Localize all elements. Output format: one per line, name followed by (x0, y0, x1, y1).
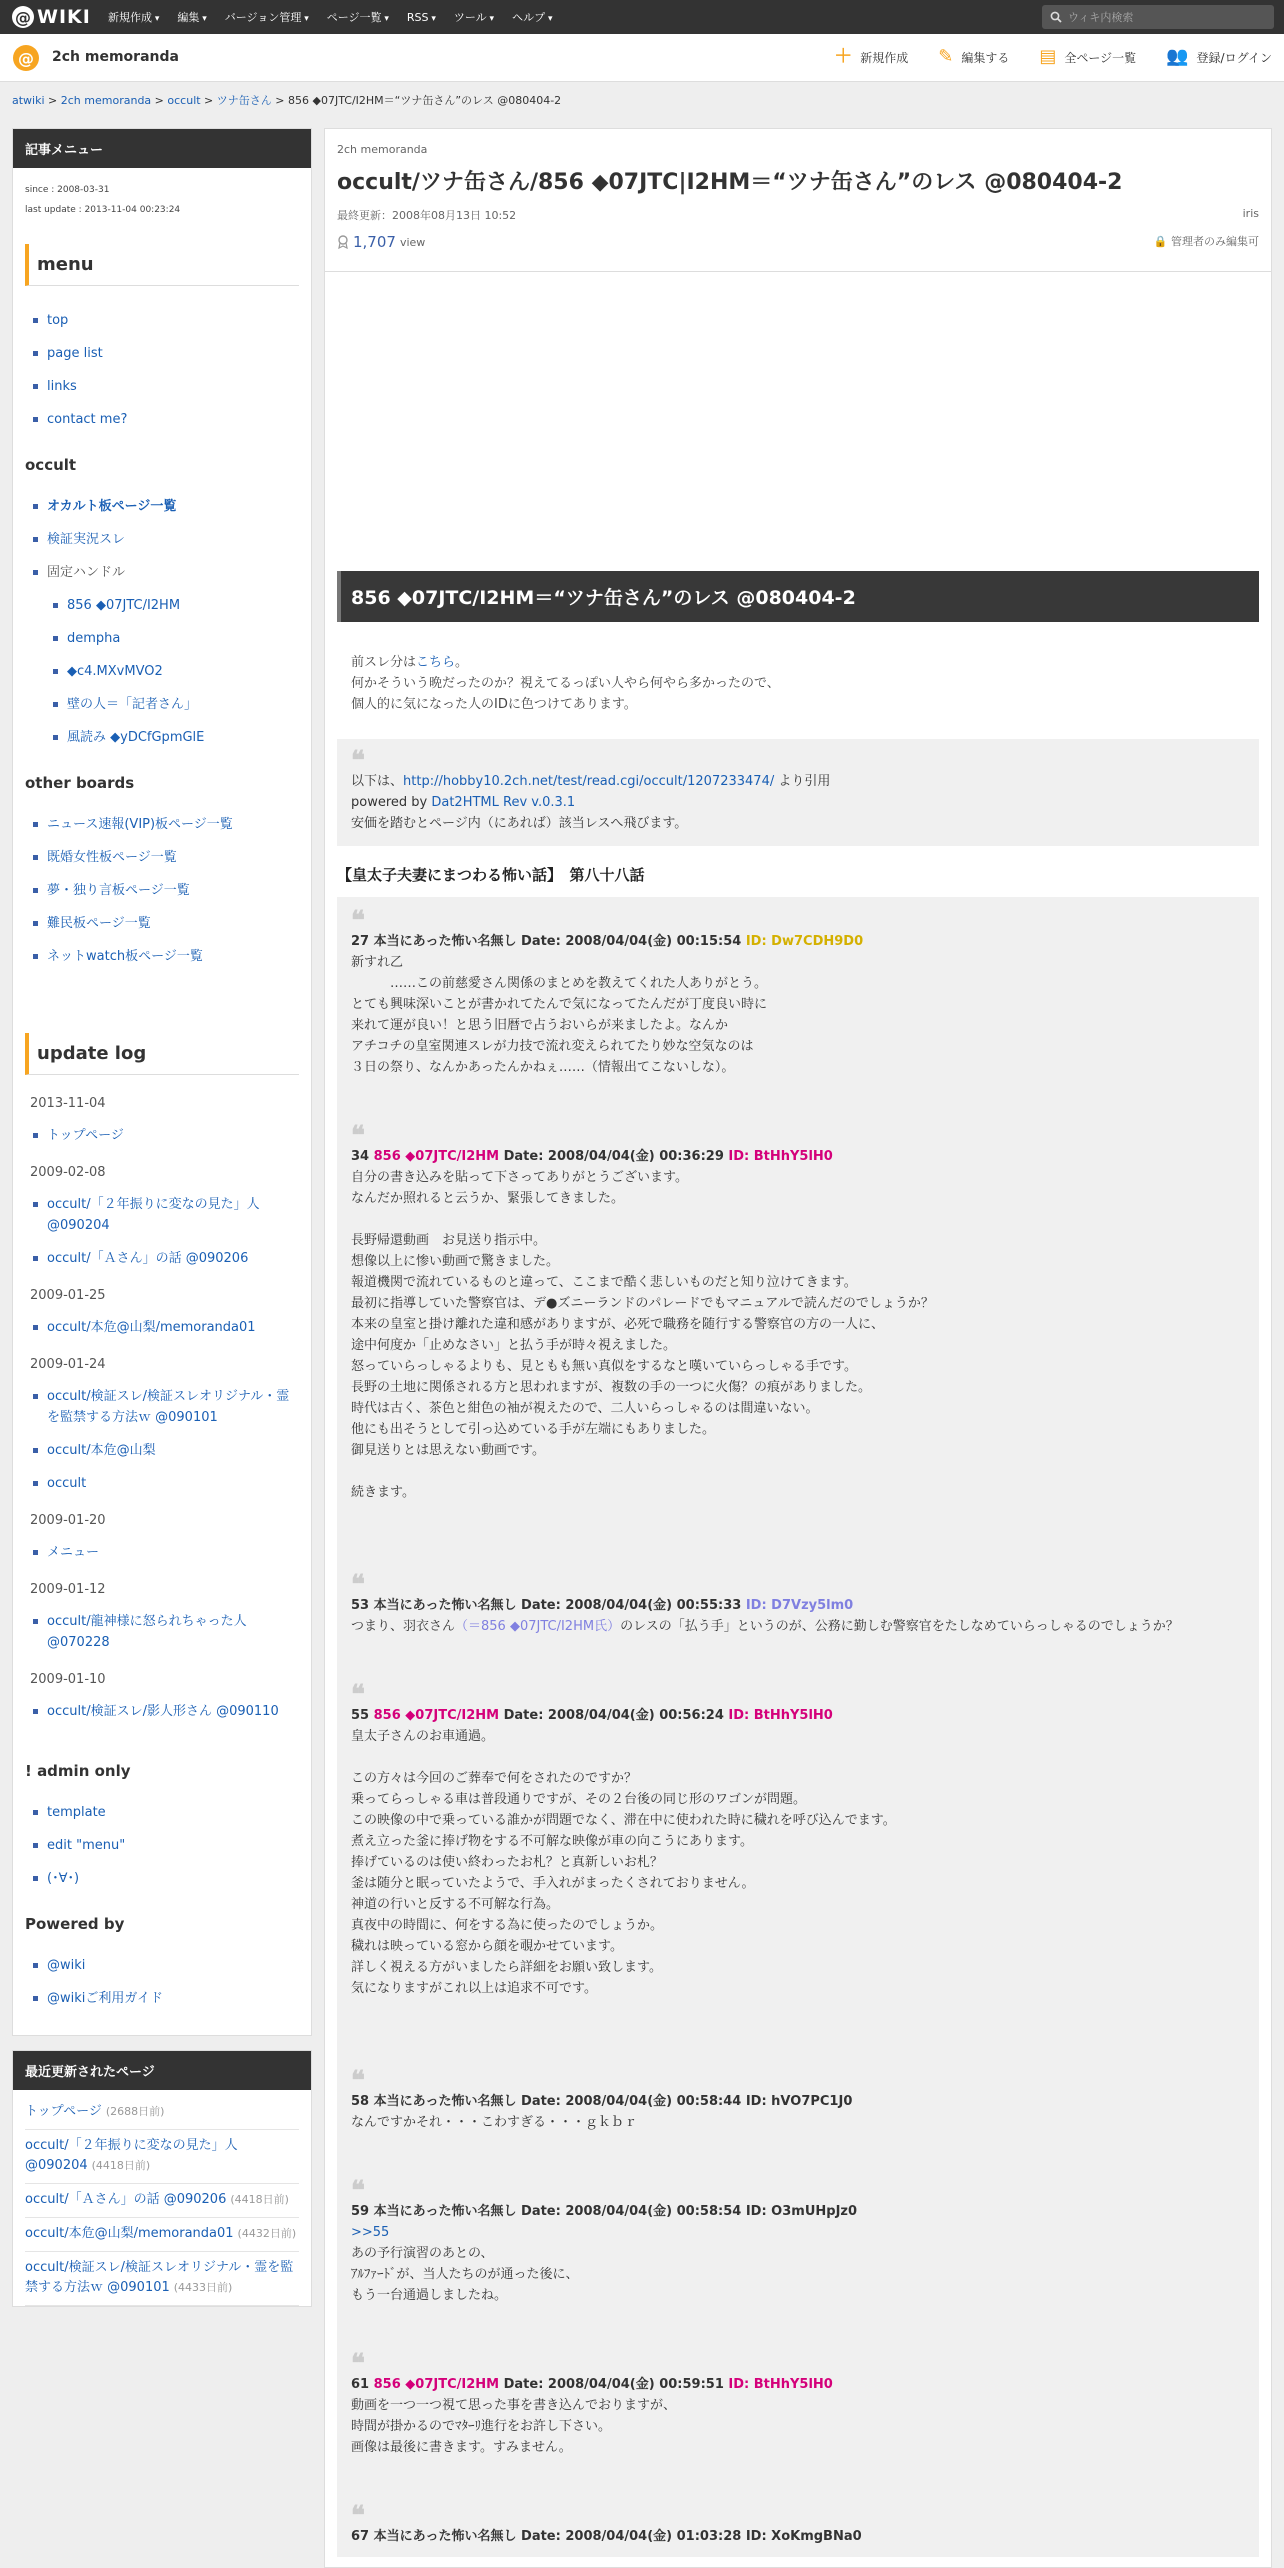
recent-updates-box (12, 2050, 312, 2307)
update-date: 2009-01-10 (30, 1672, 106, 1687)
main-content (324, 128, 1272, 2568)
list-item (31, 337, 311, 370)
menu-version[interactable]: バージョン管理 ▾ (225, 9, 309, 25)
res-id: ID: BtHhY5lH0 (728, 2377, 833, 2392)
list-item (31, 1125, 299, 1146)
handle-link[interactable]: dempha (67, 631, 121, 646)
response-59 (351, 2176, 1245, 2306)
recent-item (25, 2130, 299, 2184)
ribbon-icon (337, 235, 349, 249)
view-number: 1,707 (353, 233, 396, 251)
admin-heading: ! admin only (25, 1762, 131, 1780)
update-link[interactable]: occult/「２年振りに変なの見た」人 @090204 (47, 1197, 260, 1233)
recent-updates-title: 最近更新されたページ (13, 2051, 311, 2090)
res-name: 本当にあった怖い名無し (373, 934, 517, 949)
handle-link[interactable]: 856 ◆07JTC/I2HM (67, 598, 181, 613)
anchor-link[interactable]: >>55 (351, 2225, 390, 2240)
admin-link-face[interactable]: (･∀･) (47, 1871, 80, 1886)
list-item (31, 490, 311, 523)
list-item (31, 1829, 311, 1862)
source-line (351, 771, 1245, 792)
res-id: ID: BtHhY5lH0 (728, 1708, 833, 1723)
update-date: 2013-11-04 (30, 1096, 106, 1111)
res-number: 67 (351, 2529, 370, 2544)
recent-item (25, 2218, 299, 2252)
page-heading: 856 ◆07JTC/I2HM＝“ツナ缶さん”のレス @080404-2 (337, 571, 1259, 622)
recent-item (25, 2184, 299, 2218)
breadcrumb-occult[interactable]: occult (167, 94, 201, 107)
update-log-heading: update log (25, 1033, 299, 1075)
res-body: 皇太子さんのお車通過。 この方々は今回のご葬奉で何をされたのですか？ 乗ってらっしゃる車は普段通りですが、その２台後の同じ形のワゴンが問題。 この映像の中で乗っている誰かが問題でなく、滞在中に使われた時に穢れを呼び込んでます。 煮え立った釜に捧げ物をする不可解な映像が車の向こうにあります。 捧げているのは使い終わったお札？と真新しいお札？ 釜は随分と眠っていたようで、手入れがまったくされておりません。 神道の行いと反する不可解な行為。 真夜中の時間に、何をする為に使ったのでしょうか。 穢れは映っている窓から顔を覗かせています。 詳しく視える方がいましたら詳細をお願い致します。 気になりますがこれ以上は追求不可です。 (351, 1729, 896, 1996)
article-menu-box (12, 128, 312, 2036)
recent-ago: (4433日前) (173, 2281, 233, 2294)
view-unit: view (399, 235, 426, 249)
admin-link-template[interactable]: template (47, 1805, 106, 1820)
intro-after: 。 (455, 655, 469, 670)
intro-line-2: 何かそういう晩だったのか？視えてるっぽい人やら何やら多かったので、 (351, 676, 780, 691)
source-after: より引用 (774, 774, 831, 789)
menu-edit[interactable]: 編集 ▾ (177, 9, 206, 25)
res-name: 本当にあった怖い名無し (373, 2204, 517, 2219)
update-list (31, 1386, 299, 1494)
thread-title: 【皇太子夫妻にまつわる怖い話】 第八十八話 (337, 866, 645, 884)
site-name[interactable]: 2ch memoranda (52, 49, 179, 65)
list-item (51, 655, 311, 688)
breadcrumb-atwiki[interactable]: atwiki (12, 94, 45, 107)
quote-icon: ❝ (351, 746, 365, 776)
list-item (51, 688, 311, 721)
res-body: 自分の書き込みを貼って下さってありがとうございます。 なんだか照れると云うか、緊張してきました。 長野帰還動画 お見送り指示中。 想像以上に惨い動画で驚きました。 報道機関で流れているものと違って、ここまで酷く悲しいものだと知り泣けてきます。 最初に指導していた警察官は、デ●ズニーランドのパレードでもマニュアルで読んだのでしょうか？ 本来の皇室と掛け離れた違和感がありますが、必死で職務を随行する警察官の方の一人に、 途中何度か「止めなさい」と払う手が時々視えました。 怒っていらっしゃるよりも、見ともも無い真似をするなと嘆いていらっしゃる手です。 長野の土地に関係される方と思われますが、複数の手の一つに火傷？の痕がありました。 時代は古く、茶色と紺色の袖が視えたので、二人いらっしゃるのは間違いない。 他にも出そうとして引っ込めている手が左端にもありました。 御見送りとは思えない動画です。 続きます。 (351, 1170, 934, 1500)
intro-line-1 (351, 652, 1245, 673)
intro-before: 前スレ分は (351, 655, 417, 670)
update-date: 2009-01-20 (30, 1513, 106, 1528)
other-boards-list (31, 808, 311, 973)
list-item (31, 1862, 311, 1895)
res-number: 58 (351, 2094, 370, 2109)
powered-line (351, 792, 1245, 813)
response-header (351, 2374, 1245, 2395)
update-date: 2009-01-24 (30, 1357, 106, 1372)
admin-link-edit-menu[interactable]: edit "menu" (47, 1838, 126, 1853)
page-list-label: 全ページ一覧 (1064, 50, 1137, 65)
res-id: ID: D7Vzy5lm0 (745, 1598, 854, 1613)
update-list (31, 1542, 299, 1563)
quote-icon: ❝ (351, 1121, 365, 1151)
res-name: 856 ◆07JTC/I2HM (373, 1149, 500, 1164)
list-item (31, 1611, 299, 1653)
menu-link-page-list[interactable]: page list (47, 346, 103, 361)
res-number: 61 (351, 2377, 370, 2392)
powered-list (31, 1949, 311, 2015)
author[interactable]: iris (1242, 207, 1259, 220)
previous-thread-link[interactable]: こちら (416, 655, 456, 670)
board-link[interactable]: 夢・独り言板ページ一覧 (47, 883, 190, 898)
response-header (351, 1705, 1245, 1726)
edit-lock-label: 管理者のみ編集可 (1171, 235, 1259, 248)
page-list-button[interactable] (1039, 48, 1136, 66)
last-update-date: last update : 2013-11-04 00:23:24 (25, 205, 181, 215)
at-logo-icon: @ (12, 6, 34, 28)
quote-icon: ❝ (351, 2176, 365, 2206)
response-header (351, 2091, 1245, 2112)
res-body: 動画を一つ一つ視て思った事を書き込んでおりますが、 時間が掛かるのでﾏﾀｰﾘ進行をお許し下さい。 画像は最後に書きます。すみません。 (351, 2398, 677, 2455)
site-dates (13, 168, 311, 230)
update-link[interactable]: occult/龍神様に怒られちゃった人 @070228 (47, 1614, 247, 1650)
res-date: Date: 2008/04/04(金) 00:56:24 (503, 1708, 724, 1723)
menu-new[interactable]: 新規作成 ▾ (108, 9, 159, 25)
response-34 (351, 1121, 1245, 1503)
res-date: Date: 2008/04/04(金) 00:59:51 (503, 2377, 724, 2392)
recent-item (25, 2096, 299, 2130)
list-item (31, 370, 311, 403)
wiki-search (1042, 5, 1274, 29)
res-number: 53 (351, 1598, 370, 1613)
other-boards-heading: other boards (25, 774, 135, 792)
menu-tools[interactable]: ツール ▾ (454, 9, 494, 25)
res-id: ID: XoKmgBNa0 (745, 2529, 862, 2544)
list-item (31, 1248, 299, 1269)
plus-icon: ＋ (834, 46, 853, 67)
page-list-icon: ▤ (1039, 46, 1057, 67)
menu-heading: menu (25, 244, 299, 286)
top-bar (0, 0, 1284, 34)
breadcrumb-current: 856 ◆07JTC/I2HM＝“ツナ缶さん”のレス @080404-2 (288, 94, 562, 107)
top-menu (108, 0, 552, 34)
menu-link-top[interactable]: top (47, 313, 69, 328)
response-55 (351, 1680, 1245, 1999)
breadcrumb: atwiki > 2ch memoranda > occult > ツナ缶さん > 856 ◆07JTC/I2HM＝“ツナ缶さん”のレス @080404-2 (12, 94, 562, 107)
res-number: 59 (351, 2204, 370, 2219)
handle-link[interactable]: ◆c4.MXvMVO2 (67, 664, 163, 679)
source-before: 以下は、 (351, 774, 404, 789)
atwiki-guide-link[interactable]: @wikiご利用ガイド (47, 1991, 163, 2006)
recent-list (13, 2090, 311, 2306)
handle-link[interactable]: 壁の人＝「記者さん」 (67, 697, 198, 712)
atwiki-link[interactable]: @wiki (47, 1958, 86, 1973)
response-header (351, 1595, 1245, 1616)
menu-link-contact[interactable]: contact me? (47, 412, 128, 427)
res-body-before: つまり、羽衣さん (351, 1619, 456, 1634)
update-date: 2009-02-08 (30, 1165, 106, 1180)
occult-list (31, 490, 311, 754)
new-page-button[interactable] (834, 48, 908, 66)
quote-icon: ❝ (351, 906, 365, 936)
page-title: occult/ツナ缶さん/856 ◆07JTC|I2HM＝“ツナ缶さん”のレス @080404-2 (337, 170, 1123, 195)
list-item (51, 721, 311, 754)
breadcrumb-tunacan[interactable]: ツナ缶さん (216, 94, 272, 107)
logo-text: WIKI (37, 6, 91, 28)
divider (325, 271, 1271, 272)
update-link[interactable]: occult/検証スレ/影人形さん @090110 (47, 1704, 279, 1719)
res-ref-link[interactable]: （＝856 ◆07JTC/I2HM氏） (455, 1619, 621, 1634)
users-icon: 👥 (1166, 46, 1189, 67)
atwiki-logo[interactable] (12, 6, 91, 28)
update-link[interactable]: occult/検証スレ/検証スレオリジナル・霊を監禁する方法ｗ @090101 (47, 1389, 290, 1425)
breadcrumb-site[interactable]: 2ch memoranda (60, 94, 152, 107)
recent-ago: (4432日前) (237, 2227, 297, 2240)
sidebar (12, 128, 312, 2321)
res-name: 本当にあった怖い名無し (373, 2529, 517, 2544)
response-67 (351, 2501, 1245, 2547)
res-date: Date: 2008/04/04(金) 01:03:28 (521, 2529, 742, 2544)
quote-icon: ❝ (351, 1570, 365, 1600)
res-id: ID: O3mUHpJz0 (745, 2204, 858, 2219)
update-log (13, 1093, 311, 1722)
view-count (337, 233, 425, 251)
res-id: ID: hVO7PC1J0 (745, 2094, 853, 2109)
edit-button[interactable] (938, 48, 1009, 66)
update-link[interactable]: メニュー (47, 1545, 100, 1560)
list-item (31, 1440, 299, 1461)
res-body: 新すれ乙 ……この前慈愛さん関係のまとめを教えてくれた人ありがとう。 とても興味深いことが書かれてたんで気になってたんだが丁度良い時に 来れて運が良い！と思う旧暦で占うおいらが来ましたよ。なんか アチコチの皇室関連スレが力技で流れ変えられてたり妙な空気なのは ３日の祭り、なんかあったんかねぇ……（情報出てこないしな）。 (351, 955, 768, 1075)
intro-text (351, 652, 1245, 715)
edit-label: 編集する (961, 50, 1010, 65)
response-header (351, 2201, 1245, 2222)
last-updated: 最終更新：2008年08月13日 10:52 (337, 209, 517, 222)
source-quote (337, 739, 1259, 846)
res-name: 856 ◆07JTC/I2HM (373, 1708, 500, 1723)
lock-icon: 🔒 (1153, 235, 1168, 248)
list-item (51, 622, 311, 655)
update-list (31, 1701, 299, 1722)
update-link[interactable]: トップページ (47, 1128, 124, 1143)
res-number: 27 (351, 934, 370, 949)
occult-heading: occult (25, 456, 77, 474)
recent-link[interactable]: occult/「Ａさん」の話 @090206 (25, 2192, 227, 2207)
fixed-handle-label: 固定ハンドル (31, 556, 311, 589)
quote-icon: ❝ (351, 2066, 365, 2096)
response-53 (351, 1570, 1245, 1637)
menu-rss[interactable]: RSS ▾ (407, 11, 436, 24)
since-date: since : 2008-03-31 (25, 185, 110, 195)
board-link[interactable]: 難民板ページ一覧 (47, 916, 151, 931)
site-logo-icon[interactable]: @ (13, 45, 39, 71)
main-site-crumb[interactable]: 2ch memoranda (337, 143, 428, 156)
search-icon (1050, 11, 1062, 23)
update-link[interactable]: occult/本危@山梨 (47, 1443, 156, 1458)
article-menu-title: 記事メニュー (13, 129, 311, 168)
res-body (351, 1616, 1245, 1637)
quote-icon: ❝ (351, 2349, 365, 2379)
powered-heading: Powered by (25, 1915, 125, 1933)
source-url-link[interactable]: http://hobby10.2ch.net/test/read.cgi/occult/1207233474/ (403, 774, 775, 789)
update-link[interactable]: occult/「Ａさん」の話 @090206 (47, 1251, 249, 1266)
list-item (31, 940, 311, 973)
res-date: Date: 2008/04/04(金) 00:55:33 (521, 1598, 742, 1613)
res-body: あの予行演習のあとの、 ｱﾙﾌｧｰﾄﾞが、当人たちのが通った後に、 もう一台通過しましたね。 (351, 2246, 579, 2303)
recent-ago: (4418日前) (230, 2193, 289, 2206)
res-id: ID: Dw7CDH9D0 (745, 934, 864, 949)
edit-lock (1154, 233, 1259, 249)
list-item (31, 1542, 299, 1563)
board-link[interactable]: ニュース速報(VIP)板ページ一覧 (47, 817, 233, 832)
update-date: 2009-01-12 (30, 1582, 106, 1597)
list-item (31, 304, 311, 337)
res-name: 本当にあった怖い名無し (373, 1598, 517, 1613)
site-actions (834, 48, 1272, 66)
page-body (337, 571, 1259, 2557)
menu-link-links[interactable]: links (47, 379, 77, 394)
list-item (31, 808, 311, 841)
list-item (31, 403, 311, 436)
res-number: 55 (351, 1708, 370, 1723)
update-date: 2009-01-25 (30, 1288, 106, 1303)
response-header (351, 931, 1245, 952)
update-list (31, 1194, 299, 1269)
res-name: 本当にあった怖い名無し (373, 2094, 517, 2109)
admin-list (31, 1796, 311, 1895)
list-item (31, 907, 311, 940)
res-number: 34 (351, 1149, 370, 1164)
menu-list (31, 304, 311, 436)
verification-thread-link[interactable]: 検証実況スレ (47, 532, 126, 547)
res-date: Date: 2008/04/04(金) 00:58:44 (521, 2094, 742, 2109)
list-item (31, 841, 311, 874)
res-name: 856 ◆07JTC/I2HM (373, 2377, 500, 2392)
recent-link[interactable]: occult/検証スレ/検証スレオリジナル・霊を監禁する方法ｗ @090101 (25, 2260, 294, 2295)
response-61 (351, 2349, 1245, 2458)
list-item (31, 1796, 311, 1829)
res-body-after: のレスの「払う手」というのが、公務に勤しむ警察官をたしなめていらっしゃるのでしょうか？ (620, 1619, 1179, 1634)
res-anchor (351, 2222, 1245, 2243)
powered-before: powered by (351, 795, 432, 810)
response-58 (351, 2066, 1245, 2133)
pencil-icon: ✎ (938, 46, 954, 67)
search-input[interactable] (1068, 11, 1258, 24)
list-item (51, 589, 311, 622)
update-list (31, 1125, 299, 1146)
list-item (31, 1982, 311, 2015)
recent-link[interactable]: occult/本危@山梨/memoranda01 (25, 2226, 234, 2241)
new-page-label: 新規作成 (860, 50, 909, 65)
login-button[interactable] (1166, 48, 1272, 66)
update-list (31, 1611, 299, 1653)
response-header (351, 1146, 1245, 1167)
login-label: 登録/ログイン (1196, 50, 1272, 65)
update-link[interactable]: occult/本危@山梨/memoranda01 (47, 1320, 256, 1335)
board-link[interactable]: ネットwatch板ページ一覧 (47, 949, 203, 964)
responses (337, 897, 1259, 2557)
quote-icon: ❝ (351, 1680, 365, 1710)
recent-item (25, 2252, 299, 2306)
intro-line-3: 個人的に気になった人のIDに色つけてあります。 (351, 697, 637, 712)
res-date: Date: 2008/04/04(金) 00:58:54 (521, 2204, 742, 2219)
menu-page-list[interactable]: ページ一覧 ▾ (327, 9, 389, 25)
dat2html-link[interactable]: Dat2HTML Rev v.0.3.1 (431, 795, 576, 810)
list-item (31, 1386, 299, 1428)
recent-ago: (4418日前) (91, 2159, 151, 2172)
handle-link[interactable]: 風読み ◆yDCfGpmGlE (67, 730, 205, 745)
response-header (351, 2526, 1245, 2547)
list-item (31, 1473, 299, 1494)
res-id: ID: BtHhY5lH0 (728, 1149, 833, 1164)
response-27 (351, 906, 1245, 1078)
list-item (31, 1317, 299, 1338)
quote-icon: ❝ (351, 2501, 365, 2531)
list-item (31, 1949, 311, 1982)
res-body: なんですかそれ・・・こわすぎる・・・ｇｋｂｒ (351, 2115, 638, 2130)
recent-link[interactable]: トップページ (25, 2104, 102, 2119)
occult-board-link[interactable]: オカルト板ページ一覧 (47, 499, 177, 514)
menu-help[interactable]: ヘルプ ▾ (512, 9, 552, 25)
list-item (31, 1194, 299, 1236)
board-link[interactable]: 既婚女性板ページ一覧 (47, 850, 177, 865)
list-item (31, 874, 311, 907)
site-bar (0, 34, 1284, 82)
anchor-note: 安価を踏むとページ内（にあれば）該当レスへ飛びます。 (351, 816, 688, 831)
recent-ago: (2688日前) (105, 2105, 165, 2118)
recent-link[interactable]: occult/「２年振りに変なの見た」人 @090204 (25, 2138, 238, 2173)
list-item (31, 1701, 299, 1722)
update-list (31, 1317, 299, 1338)
update-link[interactable]: occult (47, 1476, 87, 1491)
res-date: Date: 2008/04/04(金) 00:36:29 (503, 1149, 724, 1164)
list-item (31, 523, 311, 556)
res-date: Date: 2008/04/04(金) 00:15:54 (521, 934, 742, 949)
